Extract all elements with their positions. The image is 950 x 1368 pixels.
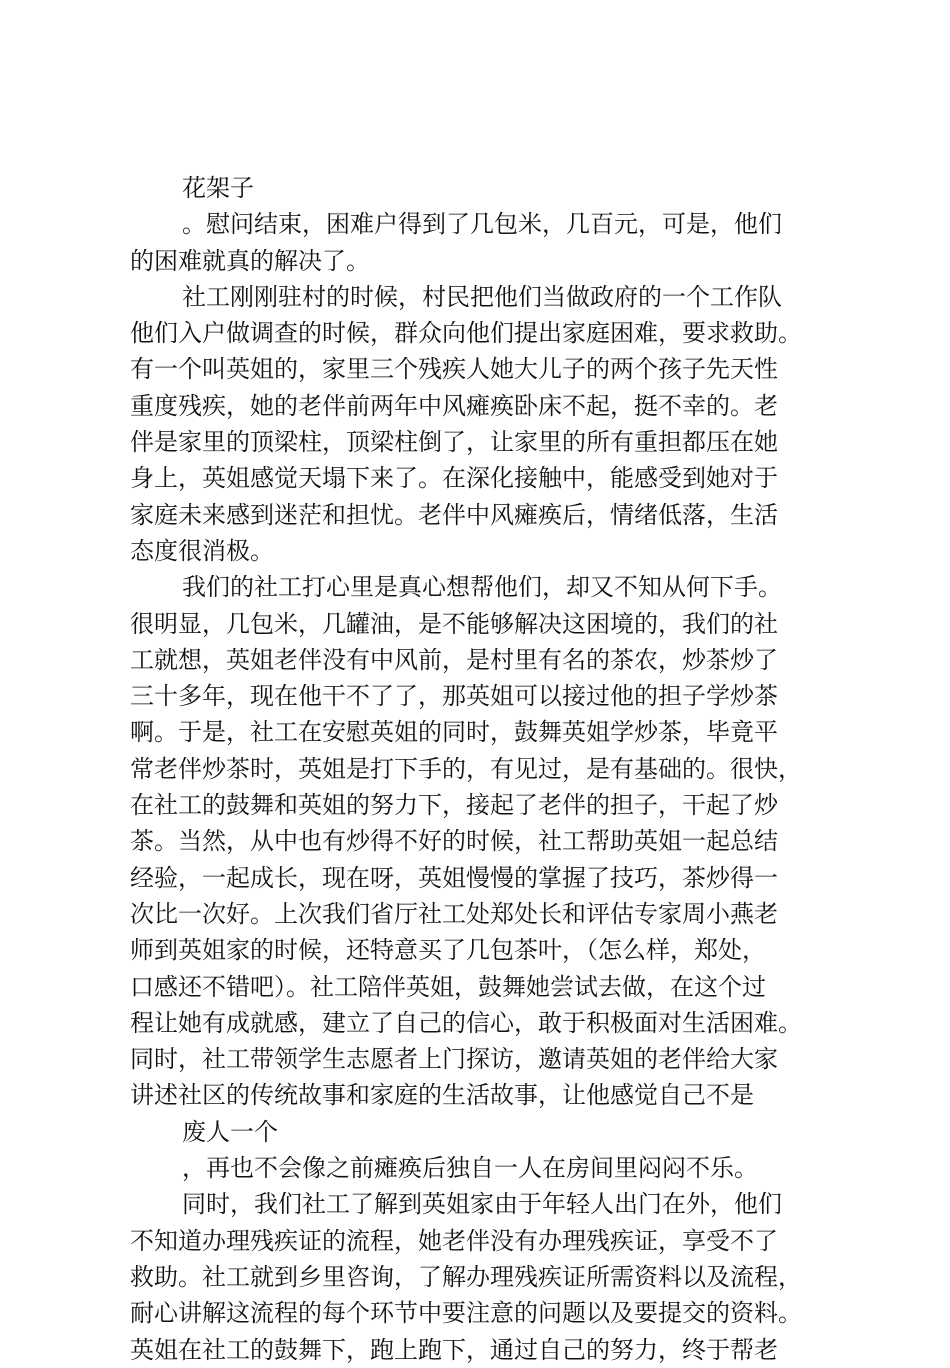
text-line: 伴是家里的顶梁柱，顶梁柱倒了，让家里的所有重担都压在她 xyxy=(130,428,778,457)
text-line: 程让她有成就感，建立了自己的信心，敢于积极面对生活困难。 xyxy=(130,1008,802,1037)
text-line: 很明显，几包米，几罐油，是不能够解决这困境的，我们的社 xyxy=(130,609,778,638)
text-line: 救助。社工就到乡里咨询，了解办理残疾证所需资料以及流程， xyxy=(130,1262,802,1291)
text-line: 重度残疾，她的老伴前两年中风瘫痪卧床不起，挺不幸的。老 xyxy=(130,391,778,420)
text-line: 师到英姐家的时候，还特意买了几包茶叶，（怎么样，郑处， xyxy=(130,936,766,965)
text-line: 身上，英姐感觉天塌下来了。在深化接触中，能感受到她对于 xyxy=(130,464,778,493)
text-line: 花架子 xyxy=(182,174,254,202)
text-line: 社工刚刚驻村的时候，村民把他们当做政府的一个工作队 xyxy=(182,282,782,311)
text-line: 三十多年，现在他干不了了，那英姐可以接过他的担子学炒茶 xyxy=(130,682,778,711)
text-line: 次比一次好。上次我们省厅社工处郑处长和评估专家周小燕老 xyxy=(130,899,778,928)
text-line: 有一个叫英姐的，家里三个残疾人她大儿子的两个孩子先天性 xyxy=(130,355,778,384)
text-line: 工就想，英姐老伴没有中风前，是村里有名的茶农，炒茶炒了 xyxy=(130,645,778,674)
text-line: 他们入户做调查的时候，群众向他们提出家庭困难，要求救助。 xyxy=(130,319,802,348)
text-line: 耐心讲解这流程的每个环节中要注意的问题以及要提交的资料。 xyxy=(130,1299,802,1328)
text-line: 。慰问结束，困难户得到了几包米，几百元，可是，他们 xyxy=(182,210,782,239)
text-line: 同时，我们社工了解到英姐家由于年轻人出门在外，他们 xyxy=(182,1190,782,1219)
text-line: 不知道办理残疾证的流程，她老伴没有办理残疾证，享受不了 xyxy=(130,1226,778,1255)
text-line: 同时，社工带领学生志愿者上门探访，邀请英姐的老伴给大家 xyxy=(130,1045,778,1074)
text-line: 我们的社工打心里是真心想帮他们，却又不知从何下手。 xyxy=(182,573,782,602)
text-line: ，再也不会像之前瘫痪后独自一人在房间里闷闷不乐。 xyxy=(182,1154,758,1183)
text-line: 态度很消极。 xyxy=(130,536,274,565)
text-line: 经验，一起成长，现在呀，英姐慢慢的掌握了技巧，茶炒得一 xyxy=(130,863,778,892)
text-line: 英姐在社工的鼓舞下，跑上跑下，通过自己的努力，终于帮老 xyxy=(130,1335,778,1364)
text-line: 在社工的鼓舞和英姐的努力下，接起了老伴的担子，干起了炒 xyxy=(130,791,778,820)
text-line: 常老伴炒茶时，英姐是打下手的，有见过，是有基础的。很快， xyxy=(130,754,802,783)
text-line: 废人一个 xyxy=(182,1117,278,1146)
text-line: 啊。于是，社工在安慰英姐的同时，鼓舞英姐学炒茶，毕竟平 xyxy=(130,718,778,747)
text-line: 家庭未来感到迷茫和担忧。老伴中风瘫痪后，情绪低落，生活 xyxy=(130,500,778,529)
text-line: 讲述社区的传统故事和家庭的生活故事，让他感觉自己不是 xyxy=(130,1081,754,1110)
text-line: 茶。当然，从中也有炒得不好的时候，社工帮助英姐一起总结 xyxy=(130,827,778,856)
document-body xyxy=(130,170,830,1368)
text-line: 的困难就真的解决了。 xyxy=(130,246,370,275)
text-line: 口感还不错吧）。社工陪伴英姐，鼓舞她尝试去做，在这个过 xyxy=(130,972,766,1001)
